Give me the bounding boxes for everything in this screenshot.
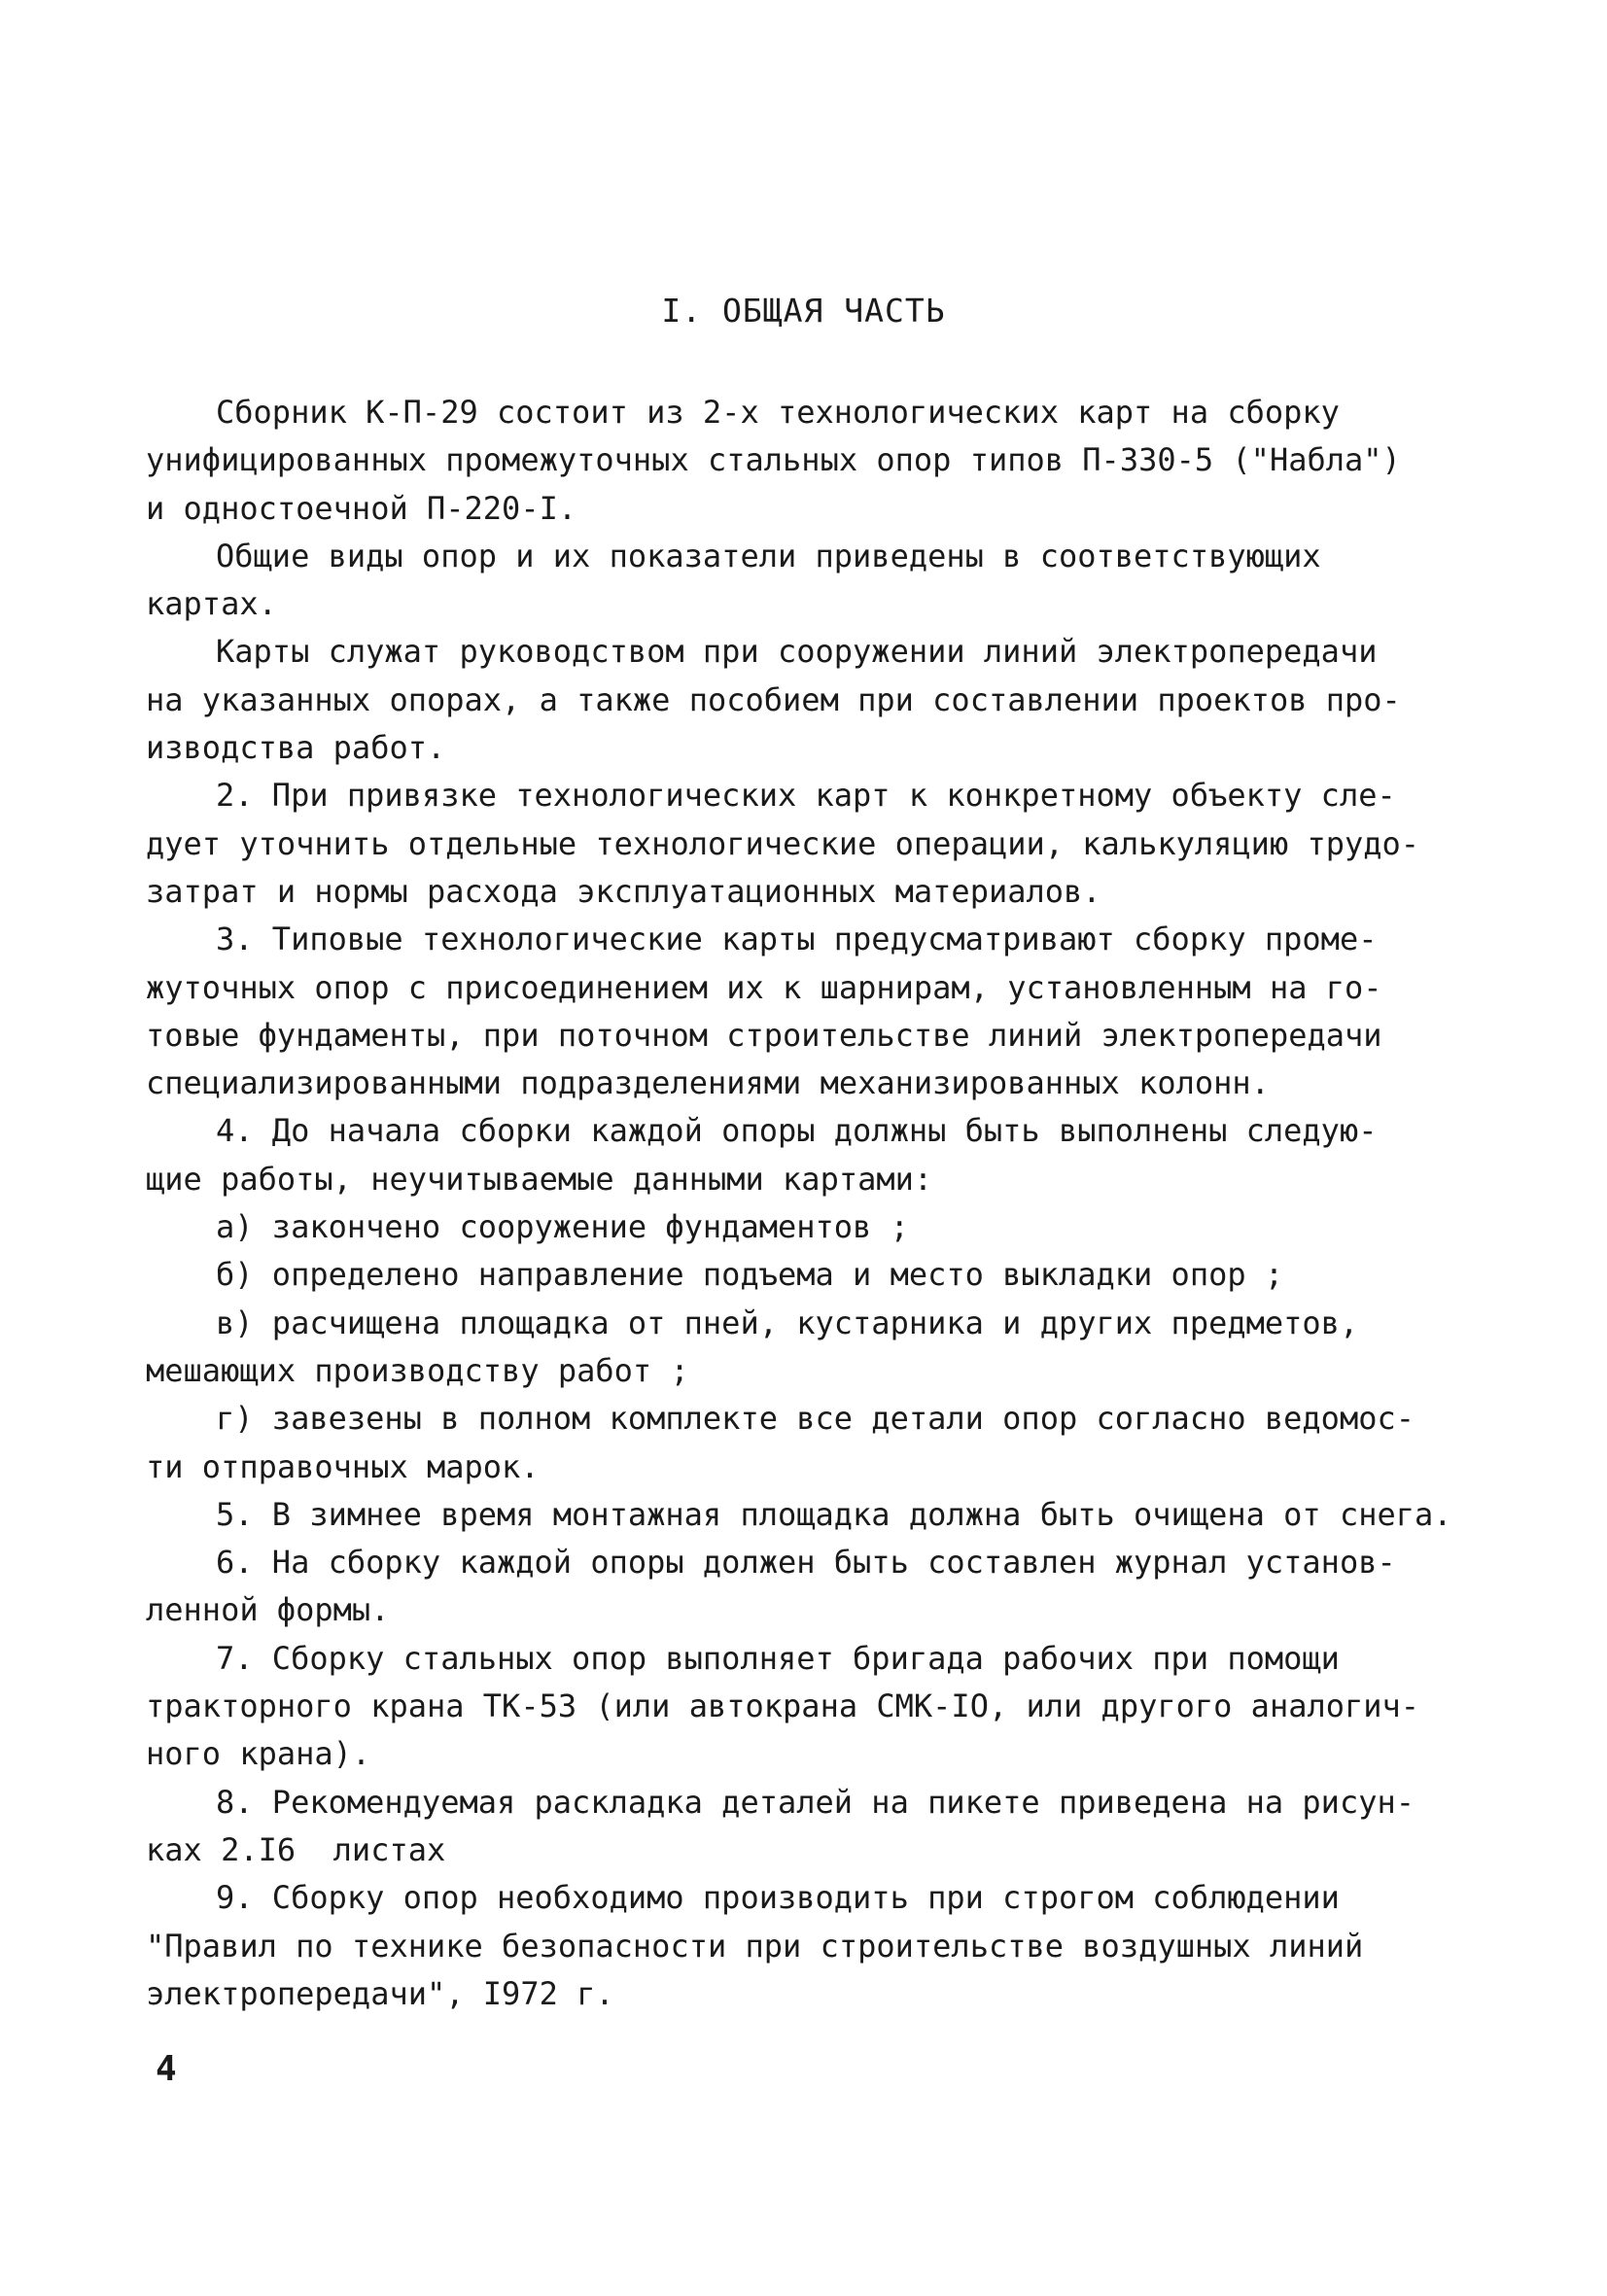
- text-line: 7. Сборку стальных опор выполняет бригада рабочих при помощи: [216, 1639, 1340, 1677]
- text-line: 9. Сборку опор необходимо производить при строгом соблюдении: [216, 1879, 1340, 1917]
- text-line: 8. Рекомендуемая раскладка деталей на пикете приведена на рисун-: [216, 1783, 1415, 1821]
- text-line: товые фундаменты, при поточном строительстве линий электропередачи: [146, 1016, 1382, 1054]
- list-item-a: а) закончено сооружение фундаментов ;: [216, 1208, 909, 1246]
- text-line: тракторного крана ТК-53 (или автокрана СМК-IO, или другого аналогич-: [146, 1687, 1420, 1725]
- text-line: ного крана).: [146, 1735, 371, 1773]
- text-line: затрат и нормы расхода эксплуатационных материалов.: [146, 872, 1101, 910]
- list-item-g: г) завезены в полном комплекте все детали опор согласно ведомос-: [216, 1400, 1415, 1438]
- text-line: 4. До начала сборки каждой опоры должны быть выполнены следую-: [216, 1112, 1378, 1150]
- text-line: жуточных опор с присоединением их к шарнирам, установленным на го-: [146, 968, 1382, 1006]
- text-line: 6. На сборку каждой опоры должен быть составлен журнал установ-: [216, 1544, 1396, 1582]
- text-line: изводства работ.: [146, 729, 446, 767]
- body-text: [146, 389, 1526, 2018]
- text-line: ти отправочных марок.: [146, 1447, 540, 1485]
- text-line: мешающих производству работ ;: [146, 1351, 689, 1389]
- page-number: 4: [156, 2049, 177, 2089]
- list-item-b: б) определено направление подъема и место выкладки опор ;: [216, 1256, 1284, 1294]
- text-line: 3. Типовые технологические карты предусматривают сборку проме-: [216, 921, 1378, 958]
- section-title: I. ОБЩАЯ ЧАСТЬ: [661, 292, 946, 330]
- text-line: щие работы, неучитываемые данными картами:: [146, 1160, 933, 1198]
- list-item-v: в) расчищена площадка от пней, кустарника и других предметов,: [216, 1304, 1359, 1341]
- text-line: специализированными подразделениями механизированных колонн.: [146, 1064, 1270, 1102]
- text-line: электропередачи", I972 г.: [146, 1974, 614, 2012]
- text-line: Сборник К-П-29 состоит из 2-х технологических карт на сборку: [216, 394, 1340, 431]
- text-line: дует уточнить отдельные технологические операции, калькуляцию трудо-: [146, 824, 1420, 862]
- text-line: ках 2.I6 листах: [146, 1830, 446, 1868]
- text-line: унифицированных промежуточных стальных опор типов П-330-5 ("Набла"): [146, 441, 1401, 479]
- text-line: картах.: [146, 585, 277, 623]
- text-line: Карты служат руководством при сооружении линий электропередачи: [216, 633, 1378, 671]
- text-line: 5. В зимнее время монтажная площадка должна быть очищена от снега.: [216, 1495, 1452, 1533]
- text-line: Общие виды опор и их показатели приведены в соответствующих: [216, 537, 1321, 574]
- text-line: ленной формы.: [146, 1591, 390, 1629]
- text-line: на указанных опорах, а также пособием при составлении проектов про-: [146, 680, 1401, 718]
- text-line: "Правил по технике безопасности при строительстве воздушных линий: [146, 1927, 1364, 1965]
- text-line: и одностоечной П-220-I.: [146, 489, 577, 527]
- text-line: 2. При привязке технологических карт к конкретному объекту сле-: [216, 777, 1396, 815]
